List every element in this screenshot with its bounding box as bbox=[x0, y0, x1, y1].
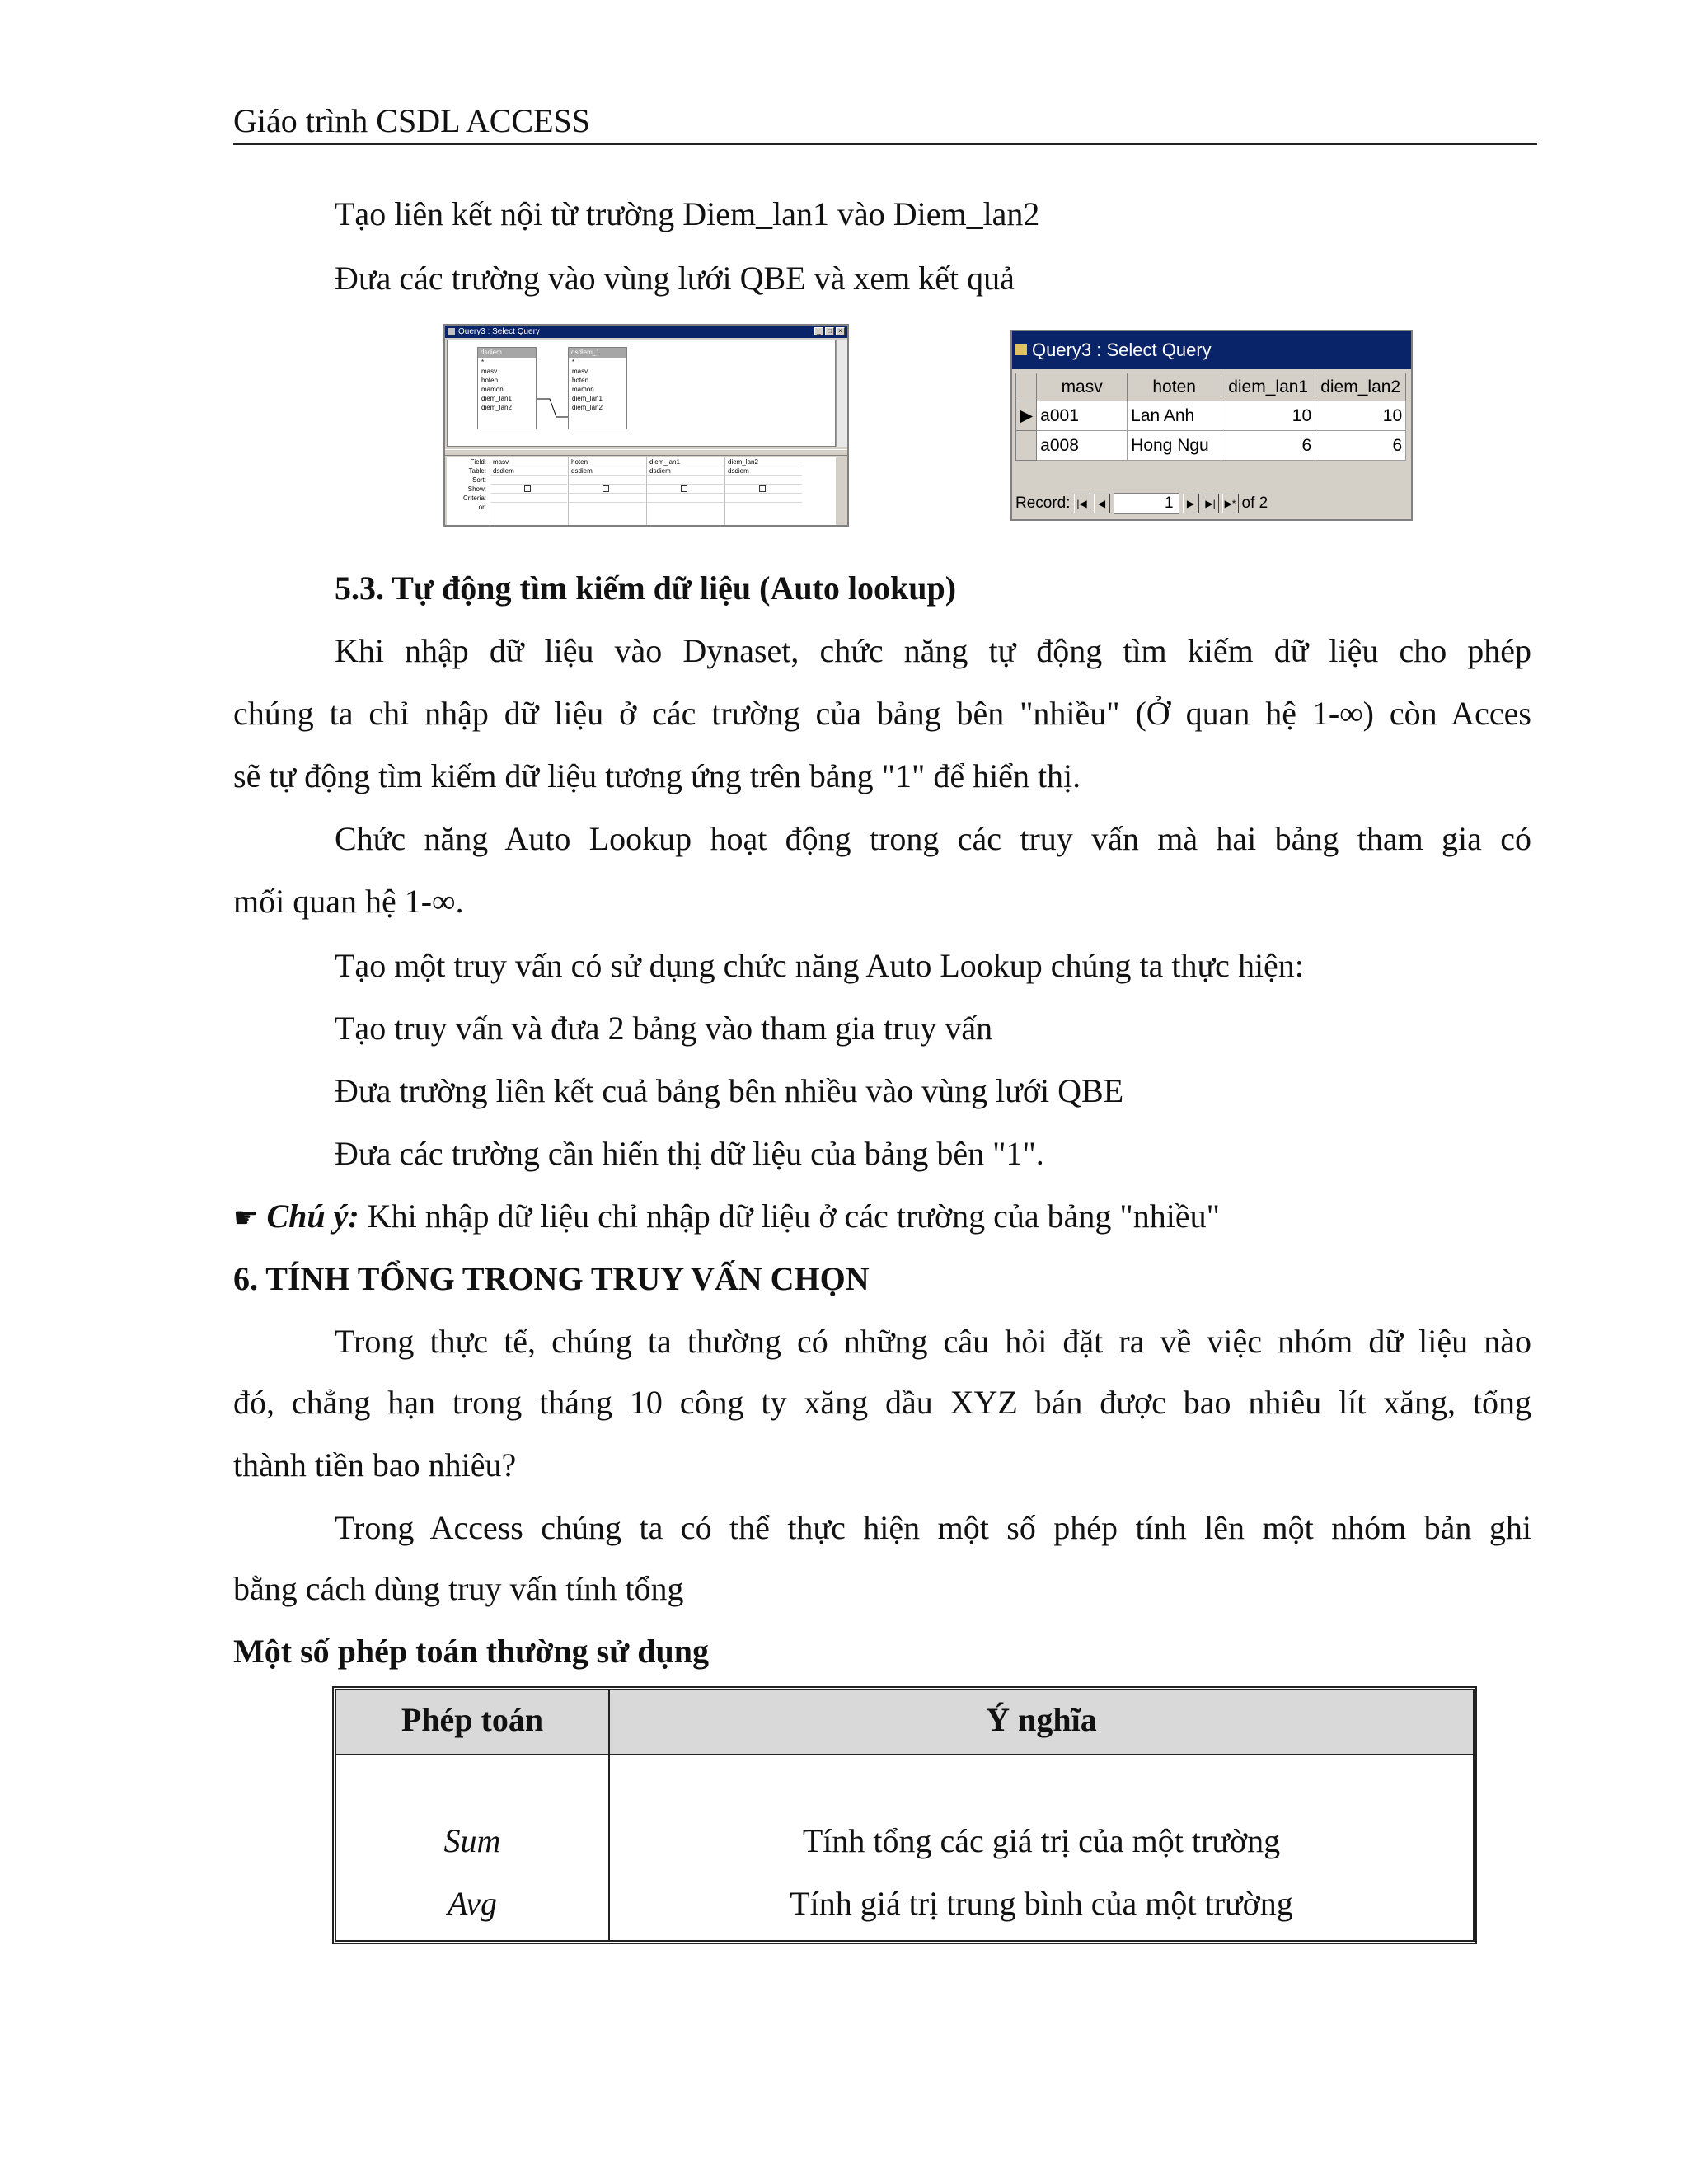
qbe-show[interactable] bbox=[569, 485, 645, 494]
intro-line-2: Đưa các trường vào vùng lưới QBE và xem kết quả bbox=[335, 260, 1015, 297]
qbe-criteria[interactable] bbox=[647, 494, 724, 503]
pointing-hand-icon: ☛ bbox=[233, 1203, 259, 1234]
field-item[interactable]: masv bbox=[481, 368, 498, 375]
vertical-scrollbar[interactable] bbox=[836, 340, 847, 447]
datasheet-table bbox=[1015, 373, 1406, 461]
table-cell[interactable]: a008 bbox=[1037, 431, 1128, 461]
close-icon[interactable]: × bbox=[836, 327, 845, 335]
row-label: Table: bbox=[468, 467, 486, 475]
show-checkbox[interactable] bbox=[759, 485, 766, 492]
row-label: Field: bbox=[470, 458, 486, 466]
paragraph-line: Chức năng Auto Lookup hoạt động trong các truy vấn mà hai bảng tham gia có bbox=[335, 820, 1531, 857]
field-list-title: dsdiem_1 bbox=[569, 348, 626, 358]
field-item[interactable]: diem_lan2 bbox=[481, 404, 512, 411]
minimize-icon[interactable]: _ bbox=[814, 327, 823, 335]
section-heading-5-3: 5.3. Tự động tìm kiếm dữ liệu (Auto lookup) bbox=[335, 569, 957, 607]
qbe-criteria[interactable] bbox=[725, 494, 802, 503]
column-header[interactable]: diem_lan1 bbox=[1221, 373, 1315, 401]
query-datasheet-screenshot bbox=[1010, 330, 1413, 521]
field-item[interactable]: hoten bbox=[572, 377, 589, 384]
field-list-title: dsdiem bbox=[478, 348, 536, 358]
row-selector[interactable] bbox=[1016, 431, 1037, 461]
table-row[interactable] bbox=[1016, 401, 1406, 431]
qbe-criteria[interactable] bbox=[490, 494, 567, 503]
column-header[interactable]: diem_lan2 bbox=[1315, 373, 1406, 401]
paragraph-line: đó, chẳng hạn trong tháng 10 công ty xăng dầu XYZ bán được bao nhiêu lít xăng, tổng bbox=[233, 1384, 1531, 1421]
record-total: of 2 bbox=[1241, 494, 1268, 512]
row-label: Criteria: bbox=[462, 494, 486, 502]
qbe-criteria[interactable] bbox=[569, 494, 645, 503]
field-item[interactable]: diem_lan1 bbox=[481, 395, 512, 402]
field-item[interactable]: mamon bbox=[481, 386, 504, 393]
record-number-input[interactable]: 1 bbox=[1114, 493, 1179, 514]
field-item[interactable]: * bbox=[572, 359, 575, 366]
record-navigator bbox=[1012, 488, 1411, 519]
show-checkbox[interactable] bbox=[681, 485, 687, 492]
qbe-sort[interactable] bbox=[490, 476, 567, 485]
current-record-icon[interactable]: ▶ bbox=[1016, 401, 1037, 431]
qbe-table[interactable]: dsdiem bbox=[490, 466, 567, 476]
join-line bbox=[448, 340, 837, 448]
row-label: Show: bbox=[467, 485, 486, 493]
subheading: Một số phép toán thường sử dụng bbox=[233, 1633, 709, 1670]
header-title: Giáo trình CSDL ACCESS bbox=[233, 102, 591, 139]
qbe-column[interactable] bbox=[490, 457, 567, 525]
operator-meaning: Tính tổng các giá trị của một trường bbox=[802, 1822, 1281, 1859]
operators-table bbox=[332, 1686, 1477, 1944]
paragraph-line: chúng ta chỉ nhập dữ liệu ở các trường của bảng bên "nhiều" (Ở quan hệ 1-∞) còn Acces bbox=[233, 695, 1531, 732]
qbe-table[interactable]: dsdiem bbox=[647, 466, 724, 476]
row-label: Sort: bbox=[472, 476, 486, 484]
operator-meaning: Tính giá trị trung bình của một trường bbox=[790, 1885, 1293, 1922]
note-line bbox=[233, 1193, 1220, 1242]
pane-splitter[interactable] bbox=[445, 449, 847, 456]
note-text: Khi nhập dữ liệu chỉ nhập dữ liệu ở các trường của bảng "nhiều" bbox=[359, 1197, 1220, 1235]
qbe-column[interactable] bbox=[568, 457, 645, 525]
operator-name: Avg bbox=[448, 1885, 497, 1922]
column-header[interactable]: masv bbox=[1037, 373, 1128, 401]
field-item[interactable]: * bbox=[481, 359, 485, 366]
table-row[interactable] bbox=[1016, 431, 1406, 461]
page-header bbox=[233, 97, 1537, 145]
field-item[interactable]: diem_lan1 bbox=[572, 395, 603, 402]
show-checkbox[interactable] bbox=[524, 485, 531, 492]
maximize-icon[interactable]: □ bbox=[825, 327, 834, 335]
section-heading-6: 6. TÍNH TỔNG TRONG TRUY VẤN CHỌN bbox=[233, 1260, 870, 1297]
query-design-view-screenshot bbox=[443, 324, 849, 527]
first-record-icon[interactable]: |◀ bbox=[1074, 494, 1090, 513]
new-record-icon[interactable]: ▶* bbox=[1222, 494, 1239, 513]
paragraph-line: sẽ tự động tìm kiếm dữ liệu tương ứng trên bảng "1" để hiển thị. bbox=[233, 757, 1081, 794]
last-record-icon[interactable]: ▶| bbox=[1203, 494, 1219, 513]
paragraph-line: bằng cách dùng truy vấn tính tổng bbox=[233, 1570, 684, 1607]
qbe-sort[interactable] bbox=[569, 476, 645, 485]
previous-record-icon[interactable]: ◀ bbox=[1094, 494, 1110, 513]
datasheet-title: Query3 : Select Query bbox=[1032, 340, 1212, 360]
qbe-table[interactable]: dsdiem bbox=[569, 466, 645, 476]
qbe-field[interactable]: hoten bbox=[569, 457, 645, 466]
show-checkbox[interactable] bbox=[603, 485, 609, 492]
step-line: Tạo một truy vấn có sử dụng chức năng Auto Lookup chúng ta thực hiện: bbox=[335, 947, 1304, 984]
field-item[interactable]: mamon bbox=[572, 386, 594, 393]
paragraph-line: Trong thực tế, chúng ta thường có những câu hỏi đặt ra về việc nhóm dữ liệu nào bbox=[335, 1323, 1531, 1360]
step-line: Đưa trường liên kết cuả bảng bên nhiều vào vùng lưới QBE bbox=[335, 1072, 1124, 1109]
table-pane bbox=[447, 340, 836, 447]
qbe-sort[interactable] bbox=[647, 476, 724, 485]
paragraph-line: Khi nhập dữ liệu vào Dynaset, chức năng tự động tìm kiếm dữ liệu cho phép bbox=[335, 632, 1531, 669]
field-item[interactable]: masv bbox=[572, 368, 588, 375]
table-cell[interactable]: 6 bbox=[1315, 431, 1406, 461]
operator-name: Sum bbox=[443, 1822, 501, 1859]
datasheet-header-row bbox=[1016, 373, 1406, 401]
row-label: or: bbox=[478, 504, 486, 511]
qbe-grid bbox=[447, 457, 836, 525]
intro-line-1: Tạo liên kết nội từ trường Diem_lan1 vào Diem_lan2 bbox=[335, 195, 1040, 232]
query-icon bbox=[448, 328, 455, 335]
paragraph-line: thành tiền bao nhiêu? bbox=[233, 1446, 517, 1483]
design-title-bar bbox=[445, 326, 847, 338]
qbe-field[interactable]: diem_lan2 bbox=[725, 457, 802, 466]
table-cell[interactable]: 10 bbox=[1221, 401, 1315, 431]
paragraph-line: Trong Access chúng ta có thể thực hiện một số phép tính lên một nhóm bản ghi bbox=[335, 1509, 1531, 1546]
table-cell[interactable]: a001 bbox=[1037, 401, 1128, 431]
note-label: Chú ý: bbox=[266, 1197, 359, 1235]
design-title: Query3 : Select Query bbox=[458, 327, 540, 336]
field-item[interactable]: diem_lan2 bbox=[572, 404, 603, 411]
qbe-sort[interactable] bbox=[725, 476, 802, 485]
qbe-field[interactable]: masv bbox=[490, 457, 567, 466]
table-cell[interactable]: Lan Anh bbox=[1128, 401, 1221, 431]
datasheet-title-bar bbox=[1012, 331, 1411, 369]
selector-header[interactable] bbox=[1016, 373, 1037, 401]
table-cell[interactable]: Hong Ngu bbox=[1128, 431, 1221, 461]
record-label: Record: bbox=[1015, 494, 1071, 512]
next-record-icon[interactable]: ▶ bbox=[1183, 494, 1199, 513]
paragraph-line: mối quan hệ 1-∞. bbox=[233, 883, 464, 920]
qbe-table[interactable]: dsdiem bbox=[725, 466, 802, 476]
step-line: Đưa các trường cần hiển thị dữ liệu của bảng bên "1". bbox=[335, 1135, 1044, 1172]
qbe-column[interactable] bbox=[724, 457, 802, 525]
table-cell[interactable]: 10 bbox=[1315, 401, 1406, 431]
window-buttons bbox=[814, 327, 845, 335]
column-header[interactable]: hoten bbox=[1128, 373, 1221, 401]
qbe-show[interactable] bbox=[647, 485, 724, 494]
header-meaning: Ý nghĩa bbox=[986, 1701, 1097, 1738]
qbe-show[interactable] bbox=[725, 485, 802, 494]
query-icon bbox=[1015, 344, 1027, 355]
header-operator: Phép toán bbox=[401, 1701, 544, 1738]
step-line: Tạo truy vấn và đưa 2 bảng vào tham gia truy vấn bbox=[335, 1010, 993, 1047]
field-item[interactable]: hoten bbox=[481, 377, 499, 384]
table-cell[interactable]: 6 bbox=[1221, 431, 1315, 461]
qbe-show[interactable] bbox=[490, 485, 567, 494]
qbe-column[interactable] bbox=[646, 457, 724, 525]
qbe-field[interactable]: diem_lan1 bbox=[647, 457, 724, 466]
